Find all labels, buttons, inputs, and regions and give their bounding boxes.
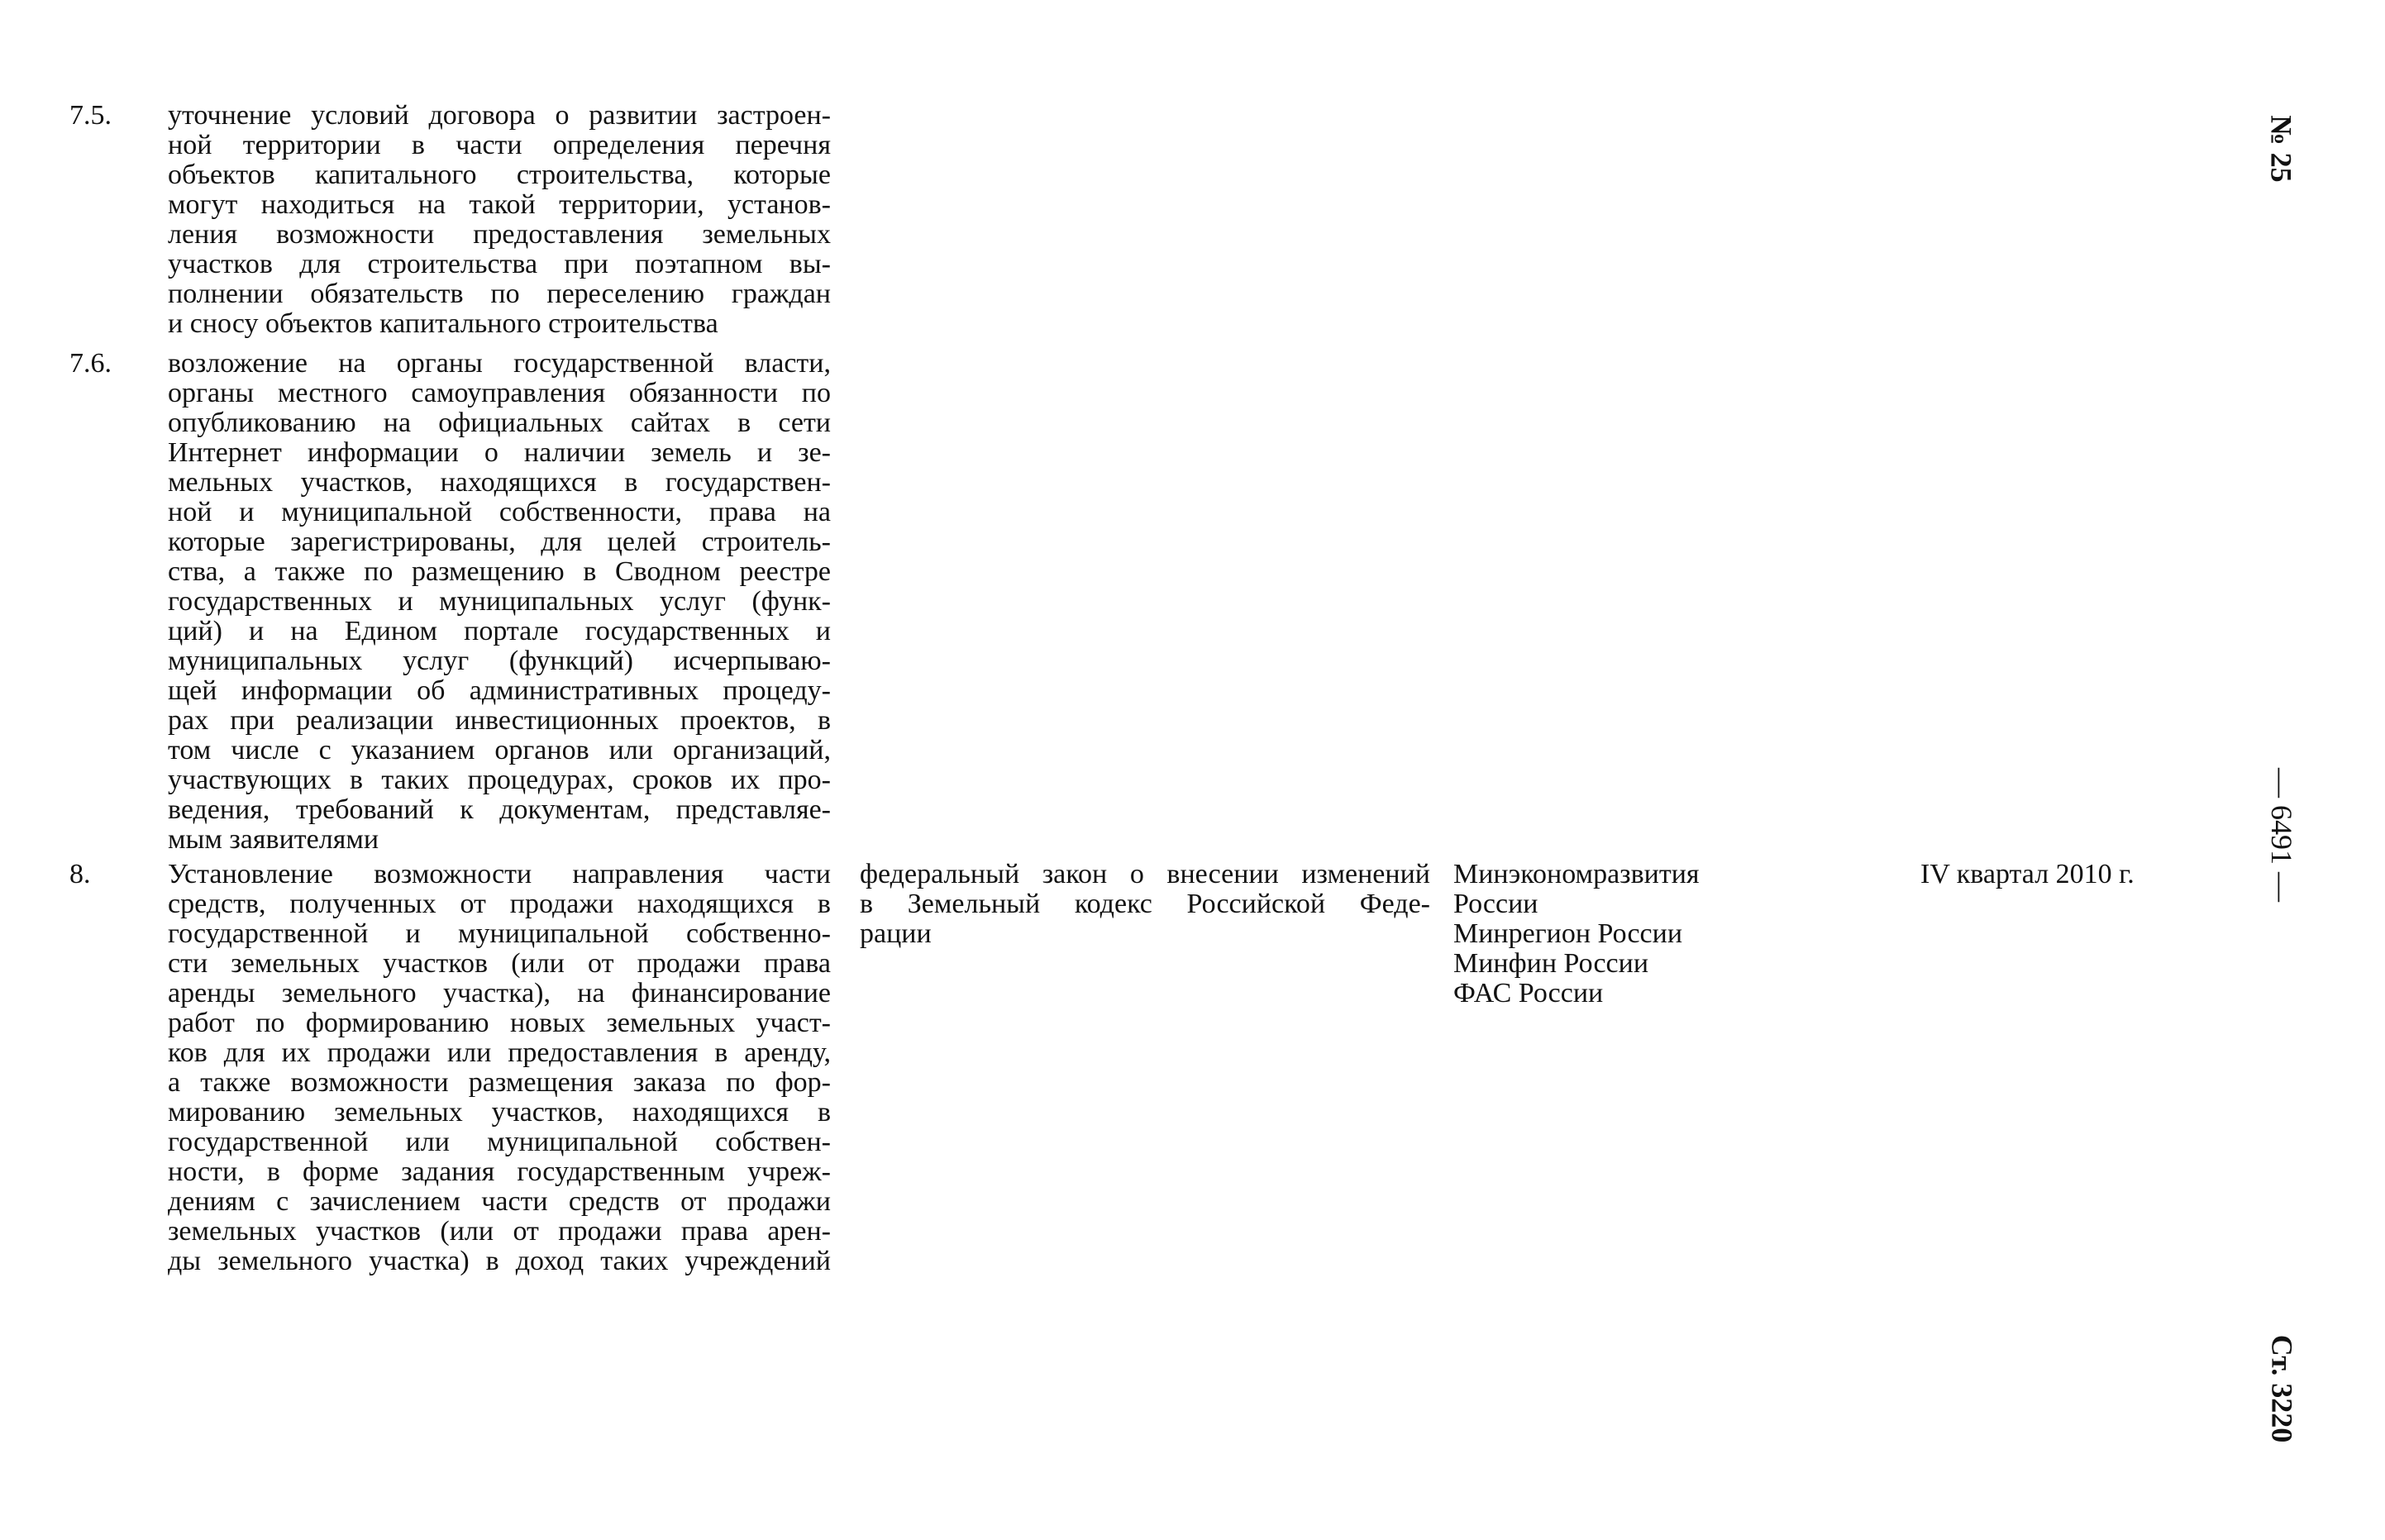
text-line: возложение на органы государственной власти, <box>168 349 831 379</box>
text-line: том числе с указанием органов или организаций, <box>168 736 831 765</box>
text-line: земельных участков (или от продажи права арен- <box>168 1217 831 1247</box>
text-line: рах при реализации инвестиционных проектов, в <box>168 706 831 736</box>
measure-text <box>168 101 831 339</box>
text-line: уточнение условий договора о развитии застроен- <box>168 101 831 131</box>
text-line: участвующих в таких процедурах, сроков их про- <box>168 765 831 795</box>
text-line: России <box>1453 889 1538 919</box>
text-line: объектов капитального строительства, которые <box>168 160 831 190</box>
text-line: мельных участков, находящихся в государствен- <box>168 468 831 498</box>
document-type <box>860 860 1430 949</box>
text-line: ления возможности предоставления земельных <box>168 220 831 250</box>
text-line: участков для строительства при поэтапном вы- <box>168 250 831 279</box>
text-line: Минфин России <box>1453 949 1649 979</box>
text-line: ды земельного участка) в доход таких учреждений <box>168 1247 831 1276</box>
page-code: — 6491 — <box>2265 768 2298 902</box>
text-line: ков для их продажи или предоставления в аренду, <box>168 1038 831 1068</box>
text-line: полнении обязательств по переселению граждан <box>168 279 831 309</box>
text-line: ФАС России <box>1453 979 1604 1008</box>
text-line: ной и муниципальной собственности, права на <box>168 498 831 527</box>
measure-text <box>168 860 831 1276</box>
item-number: 7.5. <box>69 100 112 131</box>
text-line: ведения, требований к документам, представляе- <box>168 795 831 825</box>
text-line: федеральный закон о внесении изменений <box>860 860 1430 889</box>
text-line: Минрегион России <box>1453 919 1683 949</box>
item-number: 8. <box>69 859 91 889</box>
text-line: а также возможности размещения заказа по фор- <box>168 1068 831 1098</box>
text-line: дениям с зачислением части средств от продажи <box>168 1187 831 1217</box>
text-line: Интернет информации о наличии земель и зе- <box>168 438 831 468</box>
text-line: ной территории в части определения перечня <box>168 131 831 160</box>
text-line: аренды земельного участка), на финансирование <box>168 979 831 1008</box>
text-line: ности, в форме задания государственным учреж- <box>168 1157 831 1187</box>
text-line: муниципальных услуг (функций) исчерпываю- <box>168 646 831 676</box>
text-line: государственных и муниципальных услуг (функ- <box>168 587 831 617</box>
page-number: Ст. 3220 <box>2265 1334 2298 1443</box>
issue-number: № 25 <box>2265 115 2298 183</box>
text-line: рации <box>860 919 932 949</box>
text-line: Установление возможности направления части <box>168 860 831 889</box>
text-line: ций) и на Едином портале государственных и <box>168 617 831 646</box>
text-line: мированию земельных участков, находящихся в <box>168 1098 831 1128</box>
text-line: в Земельный кодекс Российской Феде- <box>860 889 1430 919</box>
text-line: Минэкономразвития <box>1453 860 1700 889</box>
text-line: ства, а также по размещению в Сводном реестре <box>168 557 831 587</box>
text-line: IV квартал 2010 г. <box>1920 860 2135 889</box>
text-line: государственной или муниципальной собствен- <box>168 1128 831 1157</box>
text-line: опубликованию на официальных сайтах в сети <box>168 408 831 438</box>
text-line: щей информации об административных процеду- <box>168 676 831 706</box>
text-line: работ по формированию новых земельных участ- <box>168 1008 831 1038</box>
text-line: могут находиться на такой территории, установ- <box>168 190 831 220</box>
text-line: сти земельных участков (или от продажи права <box>168 949 831 979</box>
text-line: и сносу объектов капитального строительства <box>168 309 718 339</box>
text-line: которые зарегистрированы, для целей строитель- <box>168 527 831 557</box>
responsible-agencies <box>1453 860 1801 1008</box>
text-line: средств, полученных от продажи находящихся в <box>168 889 831 919</box>
text-line: государственной и муниципальной собственно- <box>168 919 831 949</box>
item-number: 7.6. <box>69 348 112 379</box>
deadline <box>1920 860 2218 889</box>
text-line: мым заявителями <box>168 825 379 855</box>
text-line: органы местного самоуправления обязанности по <box>168 379 831 408</box>
measure-text <box>168 349 831 855</box>
